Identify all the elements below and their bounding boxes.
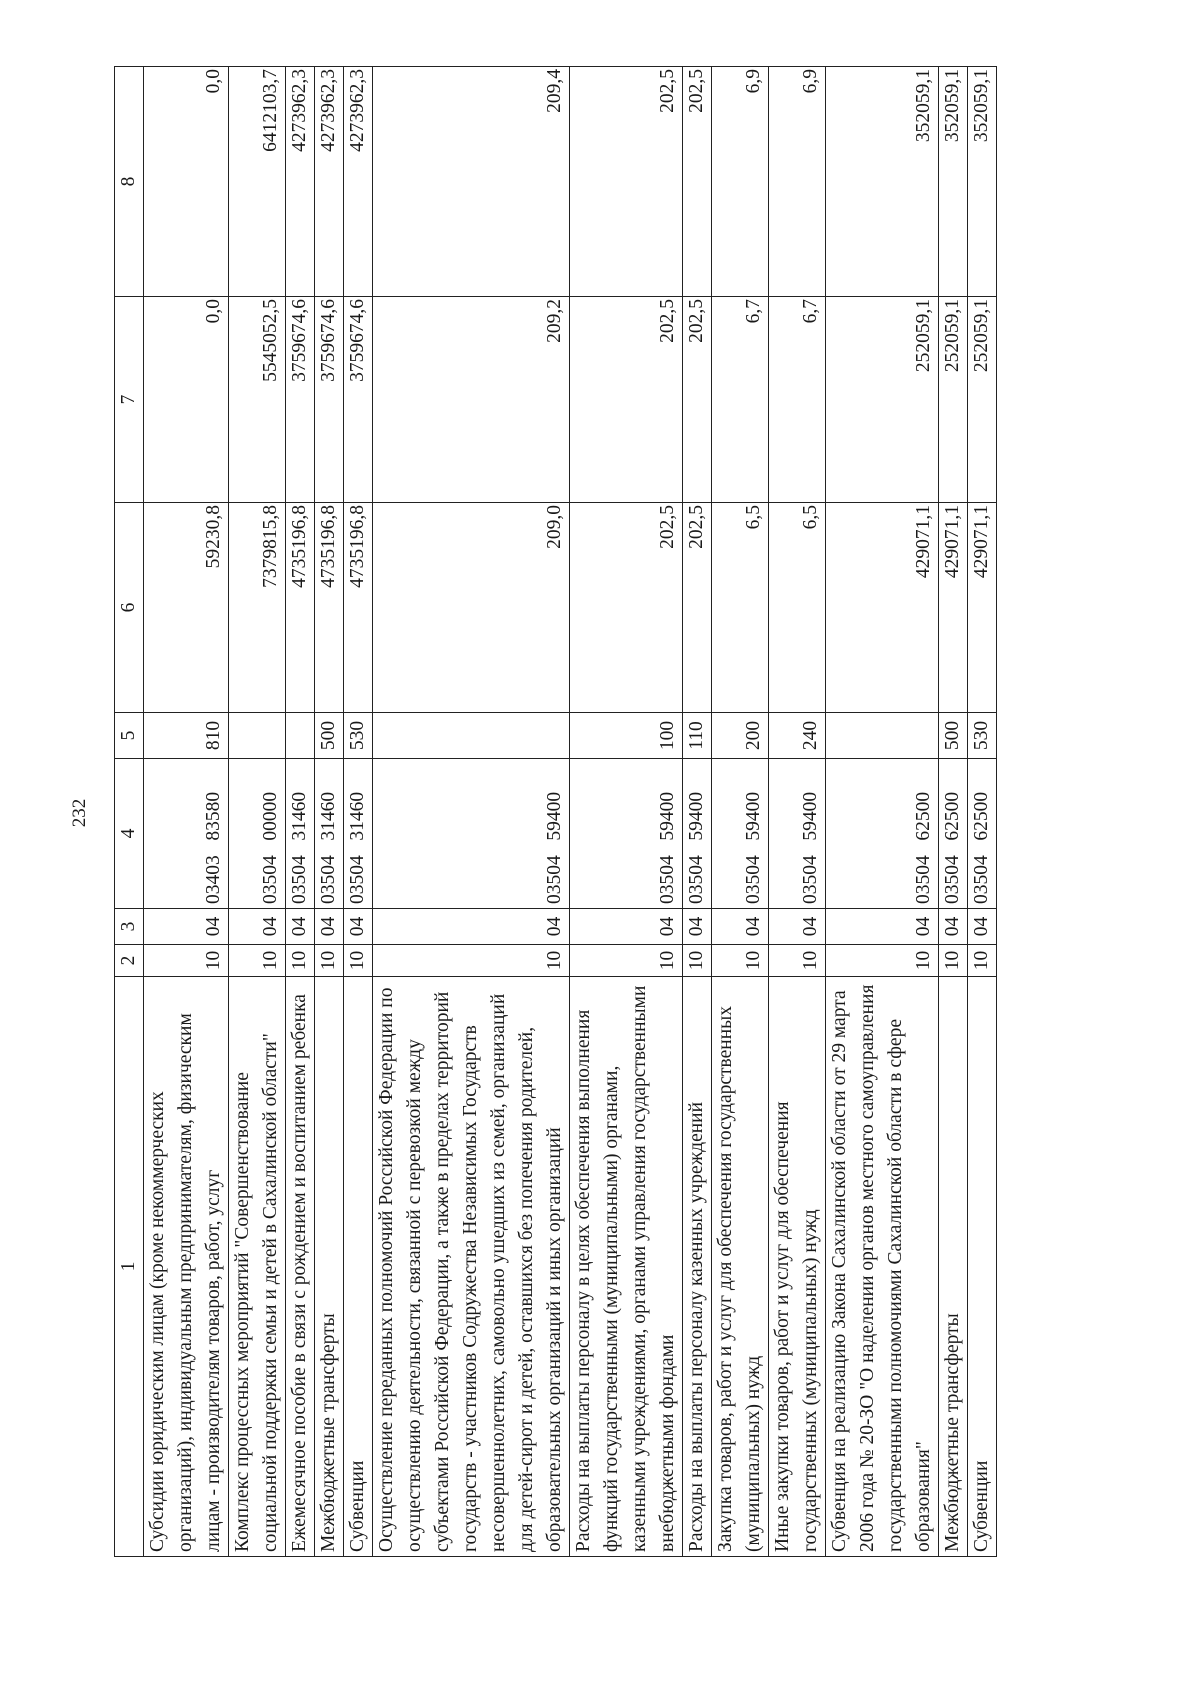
- cell-col-7: 3759674,6: [344, 297, 373, 503]
- page-number: 232: [69, 798, 90, 828]
- cell-col-5: [286, 713, 315, 759]
- cell-col-3: 04: [144, 909, 229, 945]
- cell-col-4: 03504 00000: [229, 759, 286, 909]
- table-row: [315, 67, 344, 1557]
- cell-col-4: 03504 62500: [826, 759, 939, 909]
- cell-col-7: 202,5: [683, 297, 712, 503]
- cell-col-8: 6,9: [712, 67, 769, 297]
- cell-col-5: 810: [144, 713, 229, 759]
- cell-col-2: 10: [570, 945, 683, 977]
- cell-col-3: 04: [968, 909, 997, 945]
- cell-col-6: 59230,8: [144, 503, 229, 713]
- cell-col-7: 3759674,6: [315, 297, 344, 503]
- row-name: Расходы на выплаты персоналу казенных учреждений: [683, 977, 712, 1557]
- cell-col-5: 200: [712, 713, 769, 759]
- header-col-4: 4: [115, 759, 144, 909]
- cell-col-6: 429071,1: [968, 503, 997, 713]
- cell-col-2: 10: [373, 945, 570, 977]
- table-row: [968, 67, 997, 1557]
- cell-col-3: 04: [570, 909, 683, 945]
- cell-col-2: 10: [826, 945, 939, 977]
- cell-col-2: 10: [939, 945, 968, 977]
- header-col-7: 7: [115, 297, 144, 503]
- cell-col-8: 202,5: [683, 67, 712, 297]
- cell-col-2: 10: [286, 945, 315, 977]
- cell-col-4: 03504 59400: [769, 759, 826, 909]
- header-col-8: 8: [115, 67, 144, 297]
- cell-col-8: 209,4: [373, 67, 570, 297]
- table-row: [286, 67, 315, 1557]
- cell-col-6: 4735196,8: [286, 503, 315, 713]
- cell-col-5: [229, 713, 286, 759]
- cell-col-7: 6,7: [712, 297, 769, 503]
- cell-col-6: 202,5: [570, 503, 683, 713]
- cell-col-7: 5545052,5: [229, 297, 286, 503]
- table-row: [826, 67, 939, 1557]
- cell-col-5: 500: [939, 713, 968, 759]
- cell-col-2: 10: [315, 945, 344, 977]
- cell-col-8: 0,0: [144, 67, 229, 297]
- cell-col-6: 6,5: [769, 503, 826, 713]
- header-col-3: 3: [115, 909, 144, 945]
- cell-col-8: 6412103,7: [229, 67, 286, 297]
- cell-col-4: 03504 59400: [712, 759, 769, 909]
- cell-col-3: 04: [229, 909, 286, 945]
- cell-col-8: 4273962,3: [286, 67, 315, 297]
- row-name: Межбюджетные трансферты: [315, 977, 344, 1557]
- cell-col-2: 10: [683, 945, 712, 977]
- header-col-5: 5: [115, 713, 144, 759]
- cell-col-8: 352059,1: [968, 67, 997, 297]
- cell-col-6: 429071,1: [826, 503, 939, 713]
- cell-col-3: 04: [769, 909, 826, 945]
- row-name: Субвенция на реализацию Закона Сахалинской области от 29 марта 2006 года № 20-ЗО "О наделении органов местного самоуправления государственными полномочиями Сахалинской области в сфере образования": [826, 977, 939, 1557]
- cell-col-4: 03504 59400: [683, 759, 712, 909]
- cell-col-7: 6,7: [769, 297, 826, 503]
- cell-col-2: 10: [144, 945, 229, 977]
- row-name: Субсидии юридическим лицам (кроме некоммерческих организаций), индивидуальным предпринимателям, физическим лицам - производителям товаров, работ, услуг: [144, 977, 229, 1557]
- cell-col-3: 04: [315, 909, 344, 945]
- cell-col-6: 6,5: [712, 503, 769, 713]
- cell-col-5: [373, 713, 570, 759]
- cell-col-5: 530: [344, 713, 373, 759]
- cell-col-3: 04: [344, 909, 373, 945]
- cell-col-5: 110: [683, 713, 712, 759]
- cell-col-2: 10: [968, 945, 997, 977]
- cell-col-4: 03504 31460: [315, 759, 344, 909]
- cell-col-2: 10: [344, 945, 373, 977]
- cell-col-2: 10: [769, 945, 826, 977]
- cell-col-5: 240: [769, 713, 826, 759]
- cell-col-5: 500: [315, 713, 344, 759]
- cell-col-8: 352059,1: [826, 67, 939, 297]
- cell-col-6: 4735196,8: [315, 503, 344, 713]
- cell-col-7: 252059,1: [826, 297, 939, 503]
- row-name: Иные закупки товаров, работ и услуг для обеспечения государственных (муниципальных) нужд: [769, 977, 826, 1557]
- cell-col-3: 04: [683, 909, 712, 945]
- cell-col-8: 202,5: [570, 67, 683, 297]
- table-row: [683, 67, 712, 1557]
- cell-col-5: 100: [570, 713, 683, 759]
- cell-col-6: 209,0: [373, 503, 570, 713]
- cell-col-7: 202,5: [570, 297, 683, 503]
- cell-col-4: 03504 59400: [570, 759, 683, 909]
- row-name: Субвенции: [344, 977, 373, 1557]
- cell-col-4: 03504 62500: [968, 759, 997, 909]
- cell-col-4: 03504 62500: [939, 759, 968, 909]
- table-row: [229, 67, 286, 1557]
- cell-col-7: 252059,1: [968, 297, 997, 503]
- table-row: [144, 67, 229, 1557]
- table-row: [373, 67, 570, 1557]
- cell-col-2: 10: [229, 945, 286, 977]
- cell-col-3: 04: [373, 909, 570, 945]
- cell-col-3: 04: [712, 909, 769, 945]
- cell-col-8: 6,9: [769, 67, 826, 297]
- cell-col-3: 04: [939, 909, 968, 945]
- row-name: Осуществление переданных полномочий Российской Федерации по осуществлению деятельности, связанной с перевозкой между субъектами Российской Федерации, а также в пределах территорий государств - участников Содружества Независимых Государств несовершеннолетних, самовольно ушедших из семей, организаций для детей-сирот и детей, оставшихся без попечения родителей, образовательных организаций и иных организаций: [373, 977, 570, 1557]
- cell-col-2: 10: [712, 945, 769, 977]
- cell-col-4: 03504 31460: [286, 759, 315, 909]
- cell-col-8: 352059,1: [939, 67, 968, 297]
- row-name: Комплекс процессных мероприятий "Совершенствование социальной поддержки семьи и детей в Сахалинской области": [229, 977, 286, 1557]
- table-row: [769, 67, 826, 1557]
- cell-col-4: 03403 83580: [144, 759, 229, 909]
- row-name: Межбюджетные трансферты: [939, 977, 968, 1557]
- row-name: Субвенции: [968, 977, 997, 1557]
- cell-col-5: 530: [968, 713, 997, 759]
- cell-col-7: 3759674,6: [286, 297, 315, 503]
- cell-col-6: 4735196,8: [344, 503, 373, 713]
- cell-col-4: 03504 31460: [344, 759, 373, 909]
- budget-table: [114, 66, 997, 1557]
- cell-col-7: 0,0: [144, 297, 229, 503]
- table-row: [712, 67, 769, 1557]
- row-name: Закупка товаров, работ и услуг для обеспечения государственных (муниципальных) нужд: [712, 977, 769, 1557]
- cell-col-3: 04: [826, 909, 939, 945]
- table-row: [344, 67, 373, 1557]
- row-name: Ежемесячное пособие в связи с рождением и воспитанием ребенка: [286, 977, 315, 1557]
- cell-col-6: 429071,1: [939, 503, 968, 713]
- cell-col-5: [826, 713, 939, 759]
- table-row: [570, 67, 683, 1557]
- cell-col-3: 04: [286, 909, 315, 945]
- header-col-2: 2: [115, 945, 144, 977]
- header-row: [115, 67, 144, 1557]
- cell-col-6: 7379815,8: [229, 503, 286, 713]
- cell-col-7: 252059,1: [939, 297, 968, 503]
- rotated-table-wrapper: [114, 67, 1074, 1557]
- header-col-1: 1: [115, 977, 144, 1557]
- cell-col-8: 4273962,3: [344, 67, 373, 297]
- cell-col-6: 202,5: [683, 503, 712, 713]
- header-col-6: 6: [115, 503, 144, 713]
- row-name: Расходы на выплаты персоналу в целях обеспечения выполнения функций государственными (муниципальными) органами, казенными учреждениями, органами управления государственными внебюджетными фондами: [570, 977, 683, 1557]
- cell-col-4: 03504 59400: [373, 759, 570, 909]
- cell-col-8: 4273962,3: [315, 67, 344, 297]
- cell-col-7: 209,2: [373, 297, 570, 503]
- table-row: [939, 67, 968, 1557]
